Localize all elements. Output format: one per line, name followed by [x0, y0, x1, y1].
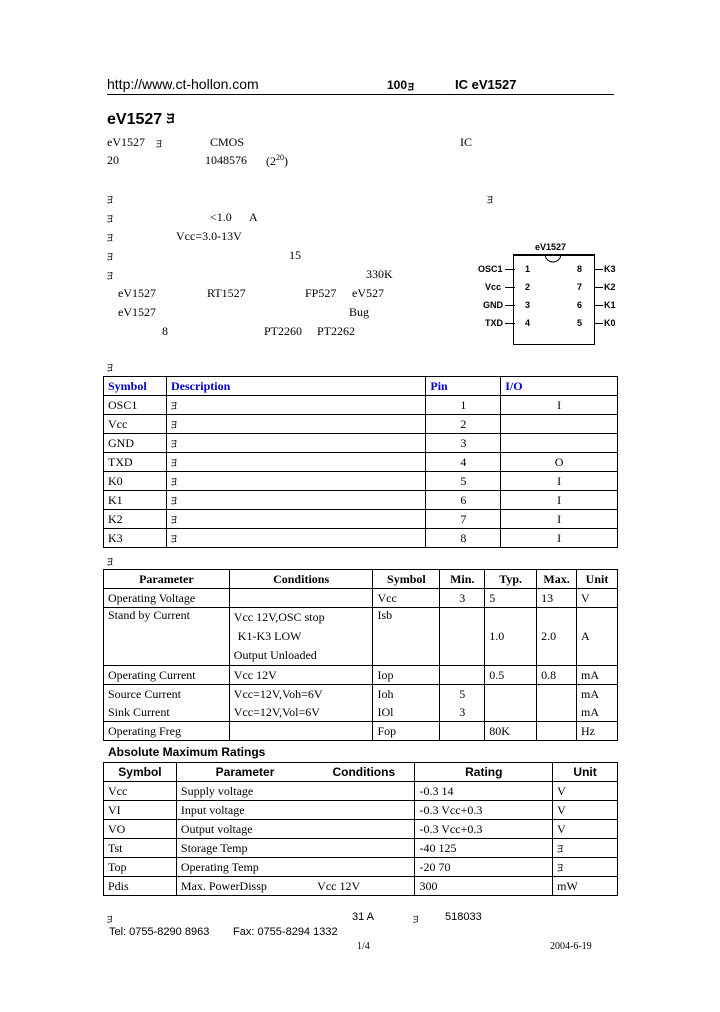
pin-number: 1 — [426, 396, 501, 415]
feature-1-c: A — [249, 210, 258, 224]
abs-unit: ﾖ — [553, 858, 618, 877]
intro-part-2: CMOS — [210, 135, 245, 149]
chip-pin-num-3: 3 — [525, 300, 531, 310]
abs-sym: Top — [104, 858, 177, 877]
elec-cond-line: Vcc 12V,OSC stop — [233, 610, 325, 624]
pin-symbol: OSC1 — [104, 396, 167, 415]
intro-part-4: 20 — [107, 153, 119, 167]
pin-symbol: Vcc — [104, 415, 167, 434]
abs-rating: 300 — [415, 877, 553, 896]
elec-header-parameter: Parameter — [104, 570, 230, 589]
abs-header-rating: Rating — [415, 763, 553, 782]
pin-number: 6 — [426, 491, 501, 510]
feature-3-a: ﾖ — [107, 250, 114, 264]
pin-symbol: GND — [104, 434, 167, 453]
elec-min: 3 — [440, 589, 485, 608]
table-row — [104, 877, 618, 896]
feature-1-b: <1.0 — [210, 210, 232, 224]
abs-ratings-table — [103, 762, 618, 896]
elec-cond-line: K1-K3 LOW — [237, 629, 302, 643]
feature-2-a: ﾖ — [107, 231, 114, 245]
feature-5-b: RT1527 — [207, 286, 246, 300]
elec-unit: A — [577, 608, 618, 666]
features-heading-glyph: ﾖ — [107, 193, 114, 207]
elec-cond: Vcc 12V — [229, 666, 373, 685]
abs-header-symbol: Symbol — [104, 763, 177, 782]
chip-pin-num-1: 1 — [525, 264, 531, 274]
feature-5-d: eV527 — [352, 286, 384, 300]
pin-io: I — [501, 491, 618, 510]
pin-header-pin: Pin — [426, 377, 501, 396]
pin-table-header — [104, 377, 618, 396]
elec-max — [537, 703, 577, 722]
intro-pow-base: (2 — [266, 154, 276, 168]
chip-pin-line — [505, 269, 515, 270]
pin-number: 5 — [426, 472, 501, 491]
abs-rating: -0.3 Vcc+0.3 — [415, 801, 553, 820]
chip-pin-line — [594, 269, 603, 270]
table-row — [104, 685, 618, 704]
pin-desc: ﾖ — [166, 491, 425, 510]
table-row — [104, 472, 618, 491]
elec-sym: Iop — [373, 666, 440, 685]
elec-cond: Vcc=12V,Vol=6V — [229, 703, 373, 722]
elec-param: Stand by Current — [104, 608, 230, 666]
elec-param: Operating Freg — [104, 722, 230, 741]
abs-param: Storage Temp — [176, 839, 313, 858]
pin-symbol: K2 — [104, 510, 167, 529]
pin-symbol: K1 — [104, 491, 167, 510]
feature-5-a: eV1527 — [118, 286, 156, 300]
doc-title-prefix: e — [107, 111, 116, 128]
pin-number: 2 — [426, 415, 501, 434]
chip-pin-name-gnd: GND — [483, 300, 503, 310]
footer-date: 2004-6-19 — [550, 941, 592, 952]
feature-1-a: ﾖ — [107, 212, 114, 226]
abs-param: Supply voltage — [176, 782, 313, 801]
pin-header-symbol: Symbol — [104, 377, 167, 396]
table-row — [104, 415, 618, 434]
chip-notch — [544, 254, 562, 264]
pin-desc: ﾖ — [166, 434, 425, 453]
abs-sym: VO — [104, 820, 177, 839]
elec-unit: V — [577, 589, 618, 608]
elec-typ — [485, 685, 537, 704]
header-title: IC eV1527 — [455, 77, 517, 92]
footer-tel: Tel: 0755-8290 8963 — [109, 926, 210, 938]
chip-pin-num-2: 2 — [525, 282, 531, 292]
table-row — [104, 858, 618, 877]
elec-typ: 5 — [485, 589, 537, 608]
pin-desc: ﾖ — [166, 472, 425, 491]
pin-io: I — [501, 472, 618, 491]
doc-title — [107, 106, 175, 129]
feature-6-b: Bug — [349, 305, 370, 319]
elec-min: 3 — [440, 703, 485, 722]
intro-part-6 — [266, 153, 288, 169]
website-url[interactable]: http://www.ct-hollon.com — [107, 76, 259, 92]
pin-header-description: Description — [166, 377, 425, 396]
abs-sym: Tst — [104, 839, 177, 858]
elec-sym: Fop — [373, 722, 440, 741]
elec-max — [537, 722, 577, 741]
chip-pin-num-8: 8 — [577, 264, 583, 274]
abs-unit: V — [553, 820, 618, 839]
pin-table — [103, 376, 618, 548]
footer-address: 31 A — [352, 911, 375, 923]
table-row — [104, 434, 618, 453]
abs-sym: Pdis — [104, 877, 177, 896]
table-row — [104, 510, 618, 529]
elec-sym: IOl — [373, 703, 440, 722]
elec-sym: Isb — [373, 608, 440, 666]
intro-part-5: 1048576 — [205, 153, 247, 167]
header-glyph: ﾖ — [408, 80, 415, 94]
feature-6-a: eV1527 — [118, 305, 156, 319]
abs-param: Input voltage — [176, 801, 313, 820]
chip-pin-line — [594, 323, 603, 324]
pin-symbol: K0 — [104, 472, 167, 491]
pin-symbol: K3 — [104, 529, 167, 548]
pin-desc: ﾖ — [166, 453, 425, 472]
pin-io: O — [501, 453, 618, 472]
intro-part-1: eV1527 — [107, 135, 145, 149]
abs-ratings-title: Absolute Maximum Ratings — [108, 745, 266, 759]
elec-param: Operating Voltage — [104, 589, 230, 608]
intro-pow-exp: 20 — [276, 153, 284, 162]
elec-unit: mA — [577, 666, 618, 685]
chip-pin-name-vcc: Vcc — [485, 282, 502, 292]
feature-5-c: FP527 — [305, 286, 337, 300]
table-row — [104, 589, 618, 608]
footer-post-glyph: ﾖ — [413, 914, 419, 926]
chip-pin-name-k2: K2 — [604, 282, 616, 292]
pin-io — [501, 434, 618, 453]
chip-pin-num-7: 7 — [577, 282, 583, 292]
chip-pin-line — [505, 305, 515, 306]
abs-rating: -20 70 — [415, 858, 553, 877]
elec-min — [440, 608, 485, 666]
abs-table-header — [104, 763, 618, 782]
abs-cond — [313, 820, 415, 839]
abs-cond: Vcc 12V — [313, 877, 415, 896]
chip-pin-name-osc1: OSC1 — [478, 264, 503, 274]
features-right-glyph: ﾖ — [487, 193, 494, 207]
elec-typ — [485, 703, 537, 722]
table-row — [104, 782, 618, 801]
elec-cond-multiline — [229, 608, 373, 666]
chip-pin-name-k3: K3 — [604, 264, 616, 274]
elec-param: Operating Current — [104, 666, 230, 685]
pin-symbol: TXD — [104, 453, 167, 472]
abs-unit: ﾖ — [553, 839, 618, 858]
table-row — [104, 453, 618, 472]
intro-glyph-1: ﾖ — [156, 137, 163, 151]
feature-7-b: PT2260 — [264, 324, 303, 338]
abs-param: Operating Temp — [176, 858, 313, 877]
header-code: 100 — [387, 78, 408, 92]
elec-header-max: Max. — [537, 570, 577, 589]
abs-header-parameter: Parameter — [176, 763, 313, 782]
table-row — [104, 608, 618, 666]
elec-param: Source Current — [104, 685, 230, 704]
elec-section-glyph: ﾖ — [107, 555, 114, 569]
elec-min: 5 — [440, 685, 485, 704]
pin-section-glyph: ﾖ — [107, 361, 114, 375]
abs-rating: -0.3 14 — [415, 782, 553, 801]
feature-2-b: Vcc=3.0-13V — [176, 229, 242, 243]
elec-typ: 80K — [485, 722, 537, 741]
abs-sym: VI — [104, 801, 177, 820]
elec-typ: 1.0 — [485, 608, 537, 666]
table-row — [104, 396, 618, 415]
feature-3-b: 15 — [289, 248, 301, 262]
elec-header-symbol: Symbol — [373, 570, 440, 589]
pin-io: I — [501, 510, 618, 529]
abs-unit: V — [553, 782, 618, 801]
abs-rating: -40 125 — [415, 839, 553, 858]
table-row — [104, 820, 618, 839]
footer-glyph: ﾖ — [107, 914, 113, 926]
chip-pin-num-5: 5 — [577, 318, 583, 328]
elec-max — [537, 685, 577, 704]
pin-io: I — [501, 396, 618, 415]
elec-header-unit: Unit — [577, 570, 618, 589]
abs-header-unit: Unit — [553, 763, 618, 782]
chip-label: eV1527 — [535, 242, 567, 252]
doc-title-glyph: ﾖ — [166, 111, 175, 128]
elec-unit: mA — [577, 703, 618, 722]
abs-param: Output voltage — [176, 820, 313, 839]
feature-4-a: ﾖ — [107, 269, 114, 283]
chip-pin-num-6: 6 — [577, 300, 583, 310]
pin-number: 7 — [426, 510, 501, 529]
abs-cond — [313, 782, 415, 801]
abs-param: Max. PowerDissp — [176, 877, 313, 896]
table-row — [104, 839, 618, 858]
elec-param: Sink Current — [104, 703, 230, 722]
elec-header-typ: Typ. — [485, 570, 537, 589]
elec-sym: Ioh — [373, 685, 440, 704]
elec-table-header — [104, 570, 618, 589]
elec-cond — [229, 722, 373, 741]
elec-unit: Hz — [577, 722, 618, 741]
abs-header-conditions: Conditions — [313, 763, 415, 782]
pin-desc: ﾖ — [166, 529, 425, 548]
chip-pin-line — [505, 323, 515, 324]
intro-part-3: IC — [460, 135, 472, 149]
footer-postcode: 518033 — [445, 911, 482, 923]
pin-header-io: I/O — [501, 377, 618, 396]
feature-4-b: 330K — [366, 267, 393, 281]
pin-number: 3 — [426, 434, 501, 453]
header-rule — [107, 94, 614, 95]
abs-unit: V — [553, 801, 618, 820]
elec-cond-line: Output Unloaded — [233, 648, 317, 662]
feature-7-c: PT2262 — [317, 324, 356, 338]
pin-io — [501, 415, 618, 434]
table-row — [104, 801, 618, 820]
page-number: 1/4 — [357, 941, 370, 952]
footer-fax: Fax: 0755-8294 1332 — [233, 926, 338, 938]
elec-max: 2.0 — [537, 608, 577, 666]
pin-io: I — [501, 529, 618, 548]
chip-pin-line — [594, 305, 603, 306]
elec-cond: Vcc=12V,Voh=6V — [229, 685, 373, 704]
abs-rating: -0.3 Vcc+0.3 — [415, 820, 553, 839]
abs-cond — [313, 858, 415, 877]
elec-max: 13 — [537, 589, 577, 608]
intro-pow-close: ) — [284, 154, 288, 168]
pin-desc: ﾖ — [166, 510, 425, 529]
chip-pin-num-4: 4 — [525, 318, 531, 328]
table-row — [104, 722, 618, 741]
chip-pin-line — [505, 287, 515, 288]
table-row — [104, 529, 618, 548]
pin-number: 8 — [426, 529, 501, 548]
table-row — [104, 491, 618, 510]
elec-typ: 0.5 — [485, 666, 537, 685]
elec-min — [440, 722, 485, 741]
elec-max: 0.8 — [537, 666, 577, 685]
chip-pin-name-k1: K1 — [604, 300, 616, 310]
table-row — [104, 703, 618, 722]
elec-header-min: Min. — [440, 570, 485, 589]
chip-pin-line — [594, 287, 603, 288]
chip-pin-name-txd: TXD — [485, 318, 503, 328]
abs-cond — [313, 839, 415, 858]
elec-table — [103, 569, 618, 741]
elec-cond — [229, 589, 373, 608]
abs-cond — [313, 801, 415, 820]
abs-sym: Vcc — [104, 782, 177, 801]
doc-title-name: V1527 — [115, 111, 163, 128]
pin-number: 4 — [426, 453, 501, 472]
pin-desc: ﾖ — [166, 396, 425, 415]
table-row — [104, 666, 618, 685]
elec-header-conditions: Conditions — [229, 570, 373, 589]
abs-unit: mW — [553, 877, 618, 896]
elec-sym: Vcc — [373, 589, 440, 608]
chip-pin-name-k0: K0 — [604, 318, 616, 328]
elec-unit: mA — [577, 685, 618, 704]
feature-7-a: 8 — [162, 324, 168, 338]
pin-desc: ﾖ — [166, 415, 425, 434]
elec-min — [440, 666, 485, 685]
